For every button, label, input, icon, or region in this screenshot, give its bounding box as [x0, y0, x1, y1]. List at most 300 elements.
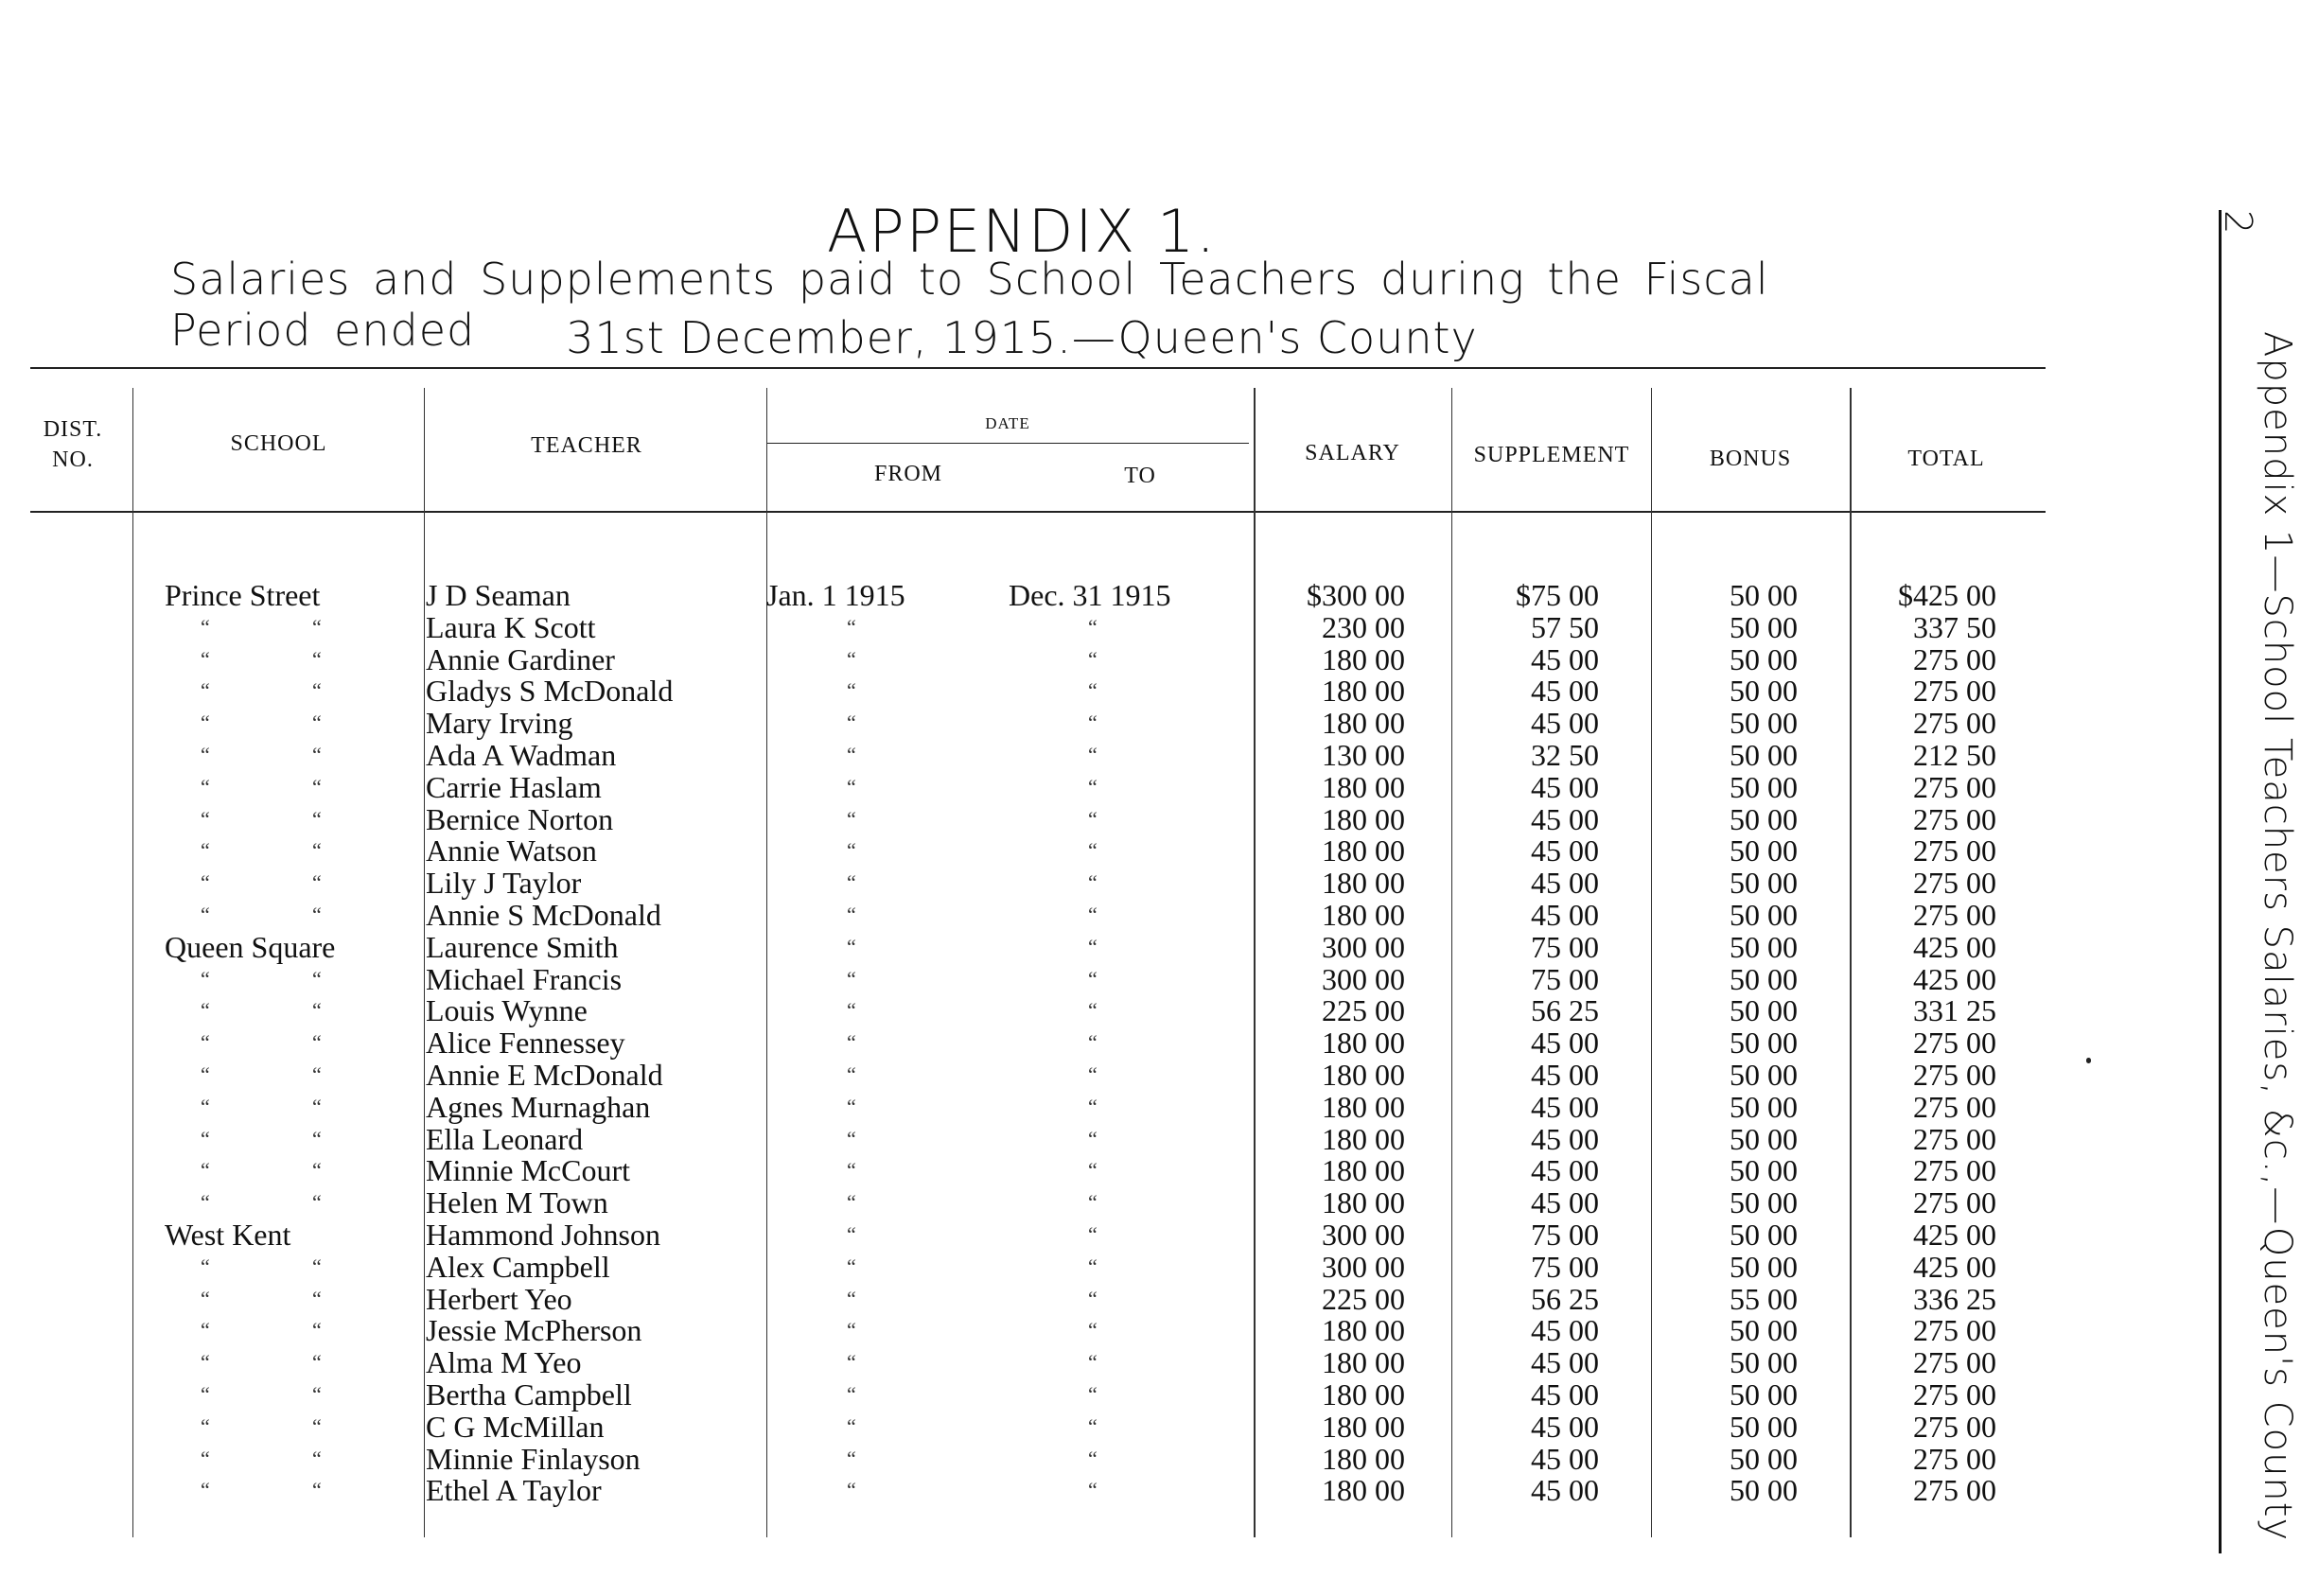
salary-cell: 180 00 [1322, 674, 1405, 709]
bonus-cell: 50 00 [1730, 929, 1798, 964]
salary-cell: 180 00 [1322, 1121, 1405, 1156]
total-cell: 336 25 [1913, 1281, 1996, 1316]
ditto-mark: “ [1088, 742, 1098, 766]
ditto-mark: “ [312, 806, 322, 831]
ditto-mark: “ [1088, 710, 1098, 735]
ditto-mark: “ [847, 1286, 856, 1310]
page-title: APPENDIX 1. [826, 197, 1218, 266]
bonus-cell: 50 00 [1730, 833, 1798, 868]
ditto-mark: “ [312, 1190, 322, 1215]
teacher-cell: Helen M Town [426, 1185, 608, 1220]
ditto-mark: “ [201, 902, 210, 926]
ditto-mark: “ [201, 1478, 210, 1502]
ditto-mark: “ [201, 1158, 210, 1183]
ditto-mark: “ [312, 1318, 322, 1342]
bonus-cell: 50 00 [1730, 961, 1798, 996]
ditto-mark: “ [201, 1446, 210, 1470]
bonus-cell: 50 00 [1730, 1089, 1798, 1124]
bonus-cell: 50 00 [1730, 737, 1798, 772]
table-row [0, 1346, 2044, 1378]
table-row [0, 899, 2044, 931]
ditto-mark: “ [1088, 678, 1098, 703]
teacher-cell: Jessie McPherson [426, 1313, 642, 1348]
ditto-mark: “ [201, 1190, 210, 1215]
salary-cell: 180 00 [1322, 706, 1405, 741]
header-bonus: BONUS [1709, 447, 1792, 471]
total-cell: $425 00 [1898, 578, 1996, 612]
ditto-mark: “ [1088, 934, 1098, 958]
subtitle-line-1: Salaries and Supplements paid to School Teachers during the Fiscal Period ended [170, 254, 1769, 356]
ditto-mark: “ [1088, 774, 1098, 798]
table-row [0, 1474, 2044, 1506]
ditto-mark: “ [847, 1030, 856, 1055]
total-cell: 275 00 [1913, 1121, 1996, 1156]
teacher-cell: Annie E McDonald [426, 1057, 663, 1092]
bonus-cell: 50 00 [1730, 1185, 1798, 1220]
table-row [0, 994, 2044, 1026]
ditto-mark: “ [201, 1094, 210, 1118]
header-bottom-rule [30, 511, 2046, 513]
teacher-cell: Alma M Yeo [426, 1345, 582, 1380]
bonus-cell: 55 00 [1730, 1281, 1798, 1316]
ditto-mark: “ [312, 902, 322, 926]
ditto-mark: “ [201, 1061, 210, 1086]
total-cell: 275 00 [1913, 1377, 1996, 1412]
ditto-mark: “ [847, 1190, 856, 1215]
ditto-mark: “ [201, 1030, 210, 1055]
total-cell: 275 00 [1913, 1089, 1996, 1124]
ditto-mark: “ [847, 1254, 856, 1278]
bonus-cell: 50 00 [1730, 801, 1798, 836]
table-row [0, 1443, 2044, 1475]
salary-cell: 180 00 [1322, 1377, 1405, 1412]
teacher-cell: J D Seaman [426, 578, 571, 612]
ditto-mark: “ [201, 614, 210, 639]
ditto-mark: “ [312, 1030, 322, 1055]
ditto-mark: “ [1088, 1381, 1098, 1406]
ditto-mark: “ [847, 806, 856, 831]
table-row [0, 963, 2044, 995]
teacher-cell: Alice Fennessey [426, 1026, 625, 1061]
ditto-mark: “ [847, 1413, 856, 1438]
bonus-cell: 50 00 [1730, 993, 1798, 1028]
salary-cell: 230 00 [1322, 609, 1405, 644]
total-cell: 275 00 [1913, 1057, 1996, 1092]
bonus-cell: 50 00 [1730, 1217, 1798, 1252]
side-rule [2219, 210, 2222, 1553]
ditto-mark: “ [1088, 1030, 1098, 1055]
teacher-cell: Carrie Haslam [426, 769, 602, 804]
table-row [0, 771, 2044, 803]
header-school: SCHOOL [230, 431, 327, 456]
ditto-mark: “ [312, 774, 322, 798]
supplement-cell: 75 00 [1531, 1249, 1599, 1284]
supplement-cell: 32 50 [1531, 737, 1599, 772]
supplement-cell: $75 00 [1516, 578, 1599, 612]
ditto-mark: “ [312, 1478, 322, 1502]
table-row [0, 611, 2044, 643]
ditto-mark: “ [201, 1413, 210, 1438]
table-row [0, 1091, 2044, 1123]
ditto-mark: “ [847, 1350, 856, 1375]
total-cell: 212 50 [1913, 737, 1996, 772]
ditto-mark: “ [201, 870, 210, 895]
teacher-cell: Minnie McCourt [426, 1153, 630, 1188]
ditto-mark: “ [847, 774, 856, 798]
ditto-mark: “ [1088, 902, 1098, 926]
ditto-mark: “ [847, 934, 856, 958]
ditto-mark: “ [312, 998, 322, 1023]
salary-cell: 225 00 [1322, 993, 1405, 1028]
header-total: TOTAL [1907, 447, 1985, 471]
date-divider-rule [766, 443, 1249, 444]
salary-cell: 180 00 [1322, 1313, 1405, 1348]
total-cell: 425 00 [1913, 961, 1996, 996]
total-cell: 275 00 [1913, 1185, 1996, 1220]
supplement-cell: 45 00 [1531, 1409, 1599, 1444]
salary-cell: 180 00 [1322, 1089, 1405, 1124]
salary-cell: 180 00 [1322, 1409, 1405, 1444]
ditto-mark: “ [847, 838, 856, 863]
supplement-cell: 45 00 [1531, 1345, 1599, 1380]
header-no-label: NO. [52, 447, 94, 472]
teacher-cell: Alex Campbell [426, 1249, 610, 1284]
ditto-mark: “ [201, 1318, 210, 1342]
table-row [0, 1251, 2044, 1283]
header-teacher: TEACHER [531, 433, 642, 458]
ditto-mark: “ [847, 1446, 856, 1470]
header-date: DATE [985, 414, 1030, 432]
salary-cell: 130 00 [1322, 737, 1405, 772]
table-row [0, 834, 2044, 867]
total-cell: 337 50 [1913, 609, 1996, 644]
total-cell: 275 00 [1913, 1409, 1996, 1444]
salary-cell: 180 00 [1322, 641, 1405, 676]
bonus-cell: 50 00 [1730, 578, 1798, 612]
table-row [0, 707, 2044, 739]
supplement-cell: 45 00 [1531, 1121, 1599, 1156]
bonus-cell: 50 00 [1730, 1313, 1798, 1348]
table-row [0, 803, 2044, 835]
table-row [0, 1378, 2044, 1411]
teacher-cell: Laura K Scott [426, 609, 596, 644]
salary-cell: 180 00 [1322, 1473, 1405, 1508]
ditto-mark: “ [847, 1478, 856, 1502]
ditto-mark: “ [1088, 1254, 1098, 1278]
header-to: TO [1124, 464, 1156, 488]
ditto-mark: “ [201, 838, 210, 863]
table-row [0, 739, 2044, 771]
salary-cell: 300 00 [1322, 929, 1405, 964]
teacher-cell: Bernice Norton [426, 801, 614, 836]
ditto-mark: “ [201, 1286, 210, 1310]
total-cell: 275 00 [1913, 706, 1996, 741]
ditto-mark: “ [1088, 998, 1098, 1023]
salary-cell: 300 00 [1322, 961, 1405, 996]
ditto-mark: “ [1088, 1286, 1098, 1310]
teacher-cell: Ethel A Taylor [426, 1473, 602, 1508]
supplement-cell: 45 00 [1531, 801, 1599, 836]
table-row [0, 1411, 2044, 1443]
teacher-cell: Hammond Johnson [426, 1217, 660, 1252]
total-cell: 275 00 [1913, 1026, 1996, 1061]
salary-cell: 180 00 [1322, 1057, 1405, 1092]
ditto-mark: “ [847, 614, 856, 639]
teacher-cell: Herbert Yeo [426, 1281, 572, 1316]
teacher-cell: Ada A Wadman [426, 737, 617, 772]
salary-cell: 300 00 [1322, 1217, 1405, 1252]
supplement-cell: 75 00 [1531, 929, 1599, 964]
table-row [0, 675, 2044, 707]
bonus-cell: 50 00 [1730, 674, 1798, 709]
teacher-cell: Laurence Smith [426, 929, 619, 964]
ditto-mark: “ [201, 1381, 210, 1406]
supplement-cell: 56 25 [1531, 1281, 1599, 1316]
ditto-mark: “ [312, 1126, 322, 1150]
ditto-mark: “ [847, 1061, 856, 1086]
subtitle-line-2: 31st December, 1915.—Queen's County [566, 312, 1478, 363]
supplement-cell: 45 00 [1531, 897, 1599, 932]
ditto-mark: “ [1088, 646, 1098, 671]
ditto-mark: “ [201, 1254, 210, 1278]
ditto-mark: “ [847, 870, 856, 895]
salary-cell: 180 00 [1322, 1026, 1405, 1061]
total-cell: 275 00 [1913, 1345, 1996, 1380]
ditto-mark: “ [1088, 966, 1098, 991]
ditto-mark: “ [312, 646, 322, 671]
header-from: FROM [873, 462, 943, 486]
salary-cell: 180 00 [1322, 1441, 1405, 1476]
bonus-cell: 50 00 [1730, 1441, 1798, 1476]
teacher-cell: Annie Gardiner [426, 641, 615, 676]
salary-cell: 180 00 [1322, 1185, 1405, 1220]
ditto-mark: “ [1088, 614, 1098, 639]
supplement-cell: 45 00 [1531, 1185, 1599, 1220]
ditto-mark: “ [312, 1254, 322, 1278]
ditto-mark: “ [312, 614, 322, 639]
table-row [0, 643, 2044, 675]
school-cell: Queen Square [165, 929, 336, 964]
ditto-mark: “ [201, 646, 210, 671]
teacher-cell: Michael Francis [426, 961, 623, 996]
ditto-mark: “ [312, 1413, 322, 1438]
ditto-mark: “ [1088, 1061, 1098, 1086]
salary-cell: 180 00 [1322, 769, 1405, 804]
salary-cell: 180 00 [1322, 801, 1405, 836]
teacher-cell: Lily J Taylor [426, 866, 582, 901]
supplement-cell: 45 00 [1531, 1026, 1599, 1061]
ditto-mark: “ [1088, 838, 1098, 863]
bonus-cell: 50 00 [1730, 769, 1798, 804]
ditto-mark: “ [312, 1286, 322, 1310]
ditto-mark: “ [1088, 1350, 1098, 1375]
total-cell: 275 00 [1913, 1441, 1996, 1476]
header-dist-no [30, 414, 115, 475]
bonus-cell: 50 00 [1730, 1377, 1798, 1412]
teacher-cell: Gladys S McDonald [426, 674, 674, 709]
total-cell: 275 00 [1913, 769, 1996, 804]
ditto-mark: “ [847, 710, 856, 735]
ditto-mark: “ [312, 1446, 322, 1470]
ditto-mark: “ [201, 1126, 210, 1150]
ditto-mark: “ [312, 838, 322, 863]
supplement-cell: 45 00 [1531, 1313, 1599, 1348]
ditto-mark: “ [1088, 1190, 1098, 1215]
table-row [0, 1283, 2044, 1315]
ditto-mark: “ [847, 1221, 856, 1246]
bonus-cell: 50 00 [1730, 897, 1798, 932]
supplement-cell: 45 00 [1531, 641, 1599, 676]
supplement-cell: 45 00 [1531, 1441, 1599, 1476]
supplement-cell: 45 00 [1531, 866, 1599, 901]
ditto-mark: “ [1088, 1446, 1098, 1470]
total-cell: 275 00 [1913, 1473, 1996, 1508]
ditto-mark: “ [847, 966, 856, 991]
salary-cell: 180 00 [1322, 897, 1405, 932]
table-row [0, 1186, 2044, 1219]
total-cell: 275 00 [1913, 801, 1996, 836]
school-cell: West Kent [165, 1217, 291, 1252]
ditto-mark: “ [847, 1318, 856, 1342]
ditto-mark: “ [847, 1094, 856, 1118]
total-cell: 275 00 [1913, 641, 1996, 676]
ditto-mark: “ [201, 1350, 210, 1375]
supplement-cell: 45 00 [1531, 1153, 1599, 1188]
total-cell: 275 00 [1913, 1153, 1996, 1188]
ditto-mark: “ [1088, 1413, 1098, 1438]
bonus-cell: 50 00 [1730, 706, 1798, 741]
bonus-cell: 50 00 [1730, 1409, 1798, 1444]
from-date-cell: Jan. 1 1915 [766, 578, 905, 612]
page-number: 2 [2216, 210, 2259, 235]
teacher-cell: Annie Watson [426, 833, 597, 868]
table-row [0, 1154, 2044, 1186]
supplement-cell: 45 00 [1531, 674, 1599, 709]
supplement-cell: 45 00 [1531, 769, 1599, 804]
salary-cell: 180 00 [1322, 1153, 1405, 1188]
total-cell: 275 00 [1913, 897, 1996, 932]
total-cell: 331 25 [1913, 993, 1996, 1028]
ditto-mark: “ [201, 678, 210, 703]
ditto-mark: “ [1088, 1478, 1098, 1502]
ditto-mark: “ [1088, 1221, 1098, 1246]
ditto-mark: “ [201, 774, 210, 798]
ditto-mark: “ [847, 1158, 856, 1183]
total-cell: 425 00 [1913, 1217, 1996, 1252]
bonus-cell: 50 00 [1730, 1057, 1798, 1092]
table-row [0, 1059, 2044, 1091]
ditto-mark: “ [312, 742, 322, 766]
ditto-mark: “ [847, 1381, 856, 1406]
teacher-cell: Annie S McDonald [426, 897, 661, 932]
header-top-rule [30, 367, 2046, 369]
total-cell: 275 00 [1913, 833, 1996, 868]
ditto-mark: “ [312, 870, 322, 895]
table-row [0, 1026, 2044, 1059]
ditto-mark: “ [201, 710, 210, 735]
table-row [0, 1219, 2044, 1251]
ditto-mark: “ [312, 678, 322, 703]
ditto-mark: “ [847, 646, 856, 671]
ditto-mark: “ [847, 902, 856, 926]
table-row [0, 931, 2044, 963]
salary-cell: 225 00 [1322, 1281, 1405, 1316]
ditto-mark: “ [312, 966, 322, 991]
ditto-mark: “ [201, 806, 210, 831]
bonus-cell: 50 00 [1730, 1345, 1798, 1380]
header-salary: SALARY [1305, 441, 1400, 465]
side-running-title: Appendix 1—School Teachers Salaries, &c.,—Queen's County [2256, 331, 2299, 1542]
bonus-cell: 50 00 [1730, 641, 1798, 676]
total-cell: 425 00 [1913, 1249, 1996, 1284]
ditto-mark: “ [312, 1061, 322, 1086]
salary-cell: 180 00 [1322, 1345, 1405, 1380]
school-cell: Prince Street [165, 578, 321, 612]
ditto-mark: “ [201, 742, 210, 766]
supplement-cell: 45 00 [1531, 1473, 1599, 1508]
supplement-cell: 56 25 [1531, 993, 1599, 1028]
supplement-cell: 45 00 [1531, 1089, 1599, 1124]
ditto-mark: “ [1088, 1318, 1098, 1342]
ditto-mark: “ [312, 1381, 322, 1406]
total-cell: 275 00 [1913, 866, 1996, 901]
teacher-cell: Ella Leonard [426, 1121, 584, 1156]
total-cell: 275 00 [1913, 1313, 1996, 1348]
supplement-cell: 57 50 [1531, 609, 1599, 644]
table-body [0, 579, 2044, 1506]
ditto-mark: “ [201, 966, 210, 991]
teacher-cell: Bertha Campbell [426, 1377, 632, 1412]
bonus-cell: 50 00 [1730, 866, 1798, 901]
ditto-mark: “ [1088, 1094, 1098, 1118]
bonus-cell: 50 00 [1730, 1249, 1798, 1284]
salary-cell: 300 00 [1322, 1249, 1405, 1284]
total-cell: 275 00 [1913, 674, 1996, 709]
total-cell: 425 00 [1913, 929, 1996, 964]
ditto-mark: “ [312, 1094, 322, 1118]
supplement-cell: 45 00 [1531, 1057, 1599, 1092]
bonus-cell: 50 00 [1730, 1473, 1798, 1508]
ditto-mark: “ [1088, 1158, 1098, 1183]
teacher-cell: Agnes Murnaghan [426, 1089, 651, 1124]
salary-cell: 180 00 [1322, 866, 1405, 901]
header-dist-label: DIST. [43, 417, 103, 442]
teacher-cell: Louis Wynne [426, 993, 588, 1028]
teacher-cell: Mary Irving [426, 706, 573, 741]
supplement-cell: 45 00 [1531, 706, 1599, 741]
table-row [0, 1314, 2044, 1346]
table-row [0, 1123, 2044, 1155]
salary-cell: $300 00 [1307, 578, 1405, 612]
ditto-mark: “ [312, 710, 322, 735]
teacher-cell: Minnie Finlayson [426, 1441, 641, 1476]
ditto-mark: “ [847, 1126, 856, 1150]
bonus-cell: 50 00 [1730, 1026, 1798, 1061]
supplement-cell: 45 00 [1531, 1377, 1599, 1412]
supplement-cell: 75 00 [1531, 1217, 1599, 1252]
ditto-mark: “ [312, 1350, 322, 1375]
bonus-cell: 50 00 [1730, 1121, 1798, 1156]
supplement-cell: 75 00 [1531, 961, 1599, 996]
ditto-mark: “ [1088, 870, 1098, 895]
bonus-cell: 50 00 [1730, 609, 1798, 644]
to-date-cell: Dec. 31 1915 [1009, 578, 1171, 612]
table-row [0, 867, 2044, 899]
ditto-mark: “ [847, 678, 856, 703]
stray-mark [2086, 1058, 2091, 1063]
teacher-cell: C G McMillan [426, 1409, 605, 1444]
salary-cell: 180 00 [1322, 833, 1405, 868]
